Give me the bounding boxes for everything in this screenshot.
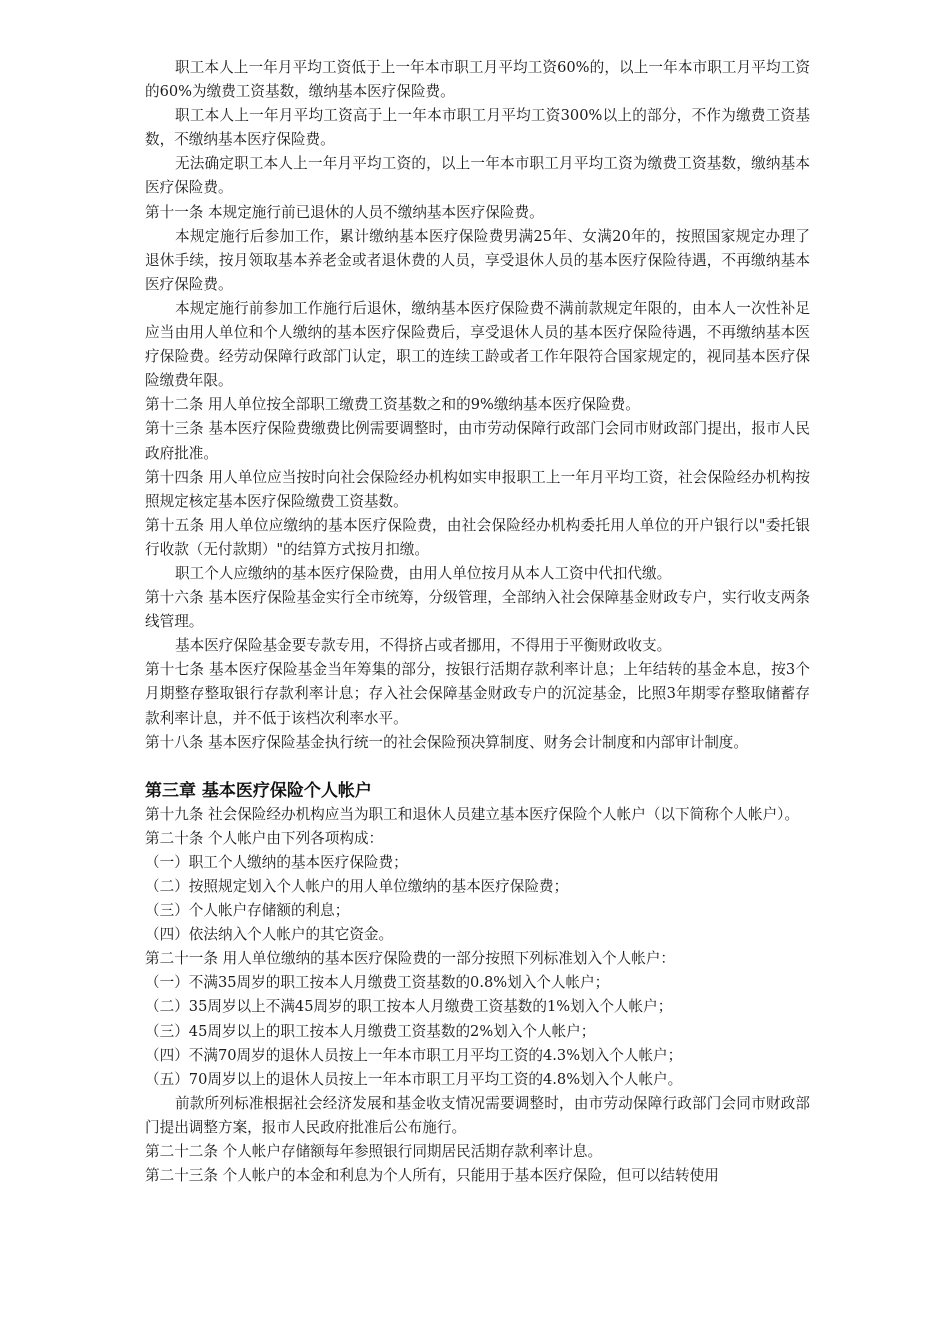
paragraph: （一）不满35周岁的职工按本人月缴费工资基数的0.8%划入个人帐户；	[145, 974, 610, 992]
paragraph: 第十八条 基本医疗保险基金执行统一的社会保险预决算制度、财务会计制度和内部审计制度。	[145, 733, 748, 751]
paragraph: （三）个人帐户存储额的利息；	[145, 902, 350, 920]
paragraph: 第十九条 社会保险经办机构应当为职工和退休人员建立基本医疗保险个人帐户（以下简称个人帐户）。	[145, 805, 800, 823]
paragraph: 第十七条 基本医疗保险基金当年筹集的部分，按银行活期存款利率计息；上年结转的基金本息，按3个月期整存整取银行存款利率计息；存入社会保障基金财政专户的沉淀基金，比照3年期零存整取储蓄存款利率计息，并不低于该档次利率水平。	[145, 661, 810, 727]
paragraph: 无法确定职工本人上一年月平均工资的，以上一年本市职工月平均工资为缴费工资基数，缴纳基本医疗保险费。	[145, 155, 810, 197]
paragraph: （二）按照规定划入个人帐户的用人单位缴纳的基本医疗保险费；	[145, 878, 569, 895]
paragraph: 职工个人应缴纳的基本医疗保险费，由用人单位按月从本人工资中代扣代缴。	[175, 564, 672, 582]
paragraph: 职工本人上一年月平均工资低于上一年本市职工月平均工资60%的，以上一年本市职工月平均工资的60%为缴费工资基数，缴纳基本医疗保险费。	[145, 59, 810, 101]
paragraph: （五）70周岁以上的退休人员按上一年本市职工月平均工资的4.8%划入个人帐户。	[145, 1070, 683, 1088]
paragraph: 第二十三条 个人帐户的本金和利息为个人所有，只能用于基本医疗保险，但可以结转使用	[145, 1167, 719, 1185]
paragraph: 职工本人上一年月平均工资高于上一年本市职工月平均工资300%以上的部分，不作为缴费工资基数，不缴纳基本医疗保险费。	[145, 107, 810, 149]
paragraph: 基本医疗保险基金要专款专用，不得挤占或者挪用，不得用于平衡财政收支。	[175, 637, 672, 655]
paragraph: 第十四条 用人单位应当按时向社会保险经办机构如实申报职工上一年月平均工资，社会保险经办机构按照规定核定基本医疗保险缴费工资基数。	[145, 468, 810, 510]
paragraph: 第十五条 用人单位应缴纳的基本医疗保险费，由社会保险经办机构委托用人单位的开户银行以"委托银行收款（无付款期）"的结算方式按月扣缴。	[145, 516, 810, 558]
paragraph: （四）不满70周岁的退休人员按上一年本市职工月平均工资的4.3%划入个人帐户；	[145, 1046, 683, 1064]
paragraph: 第十六条 基本医疗保险基金实行全市统筹，分级管理，全部纳入社会保障基金财政专户，实行收支两条线管理。	[145, 589, 810, 631]
paragraph: 本规定施行后参加工作，累计缴纳基本医疗保险费男满25年、女满20年的，按照国家规定办理了退休手续，按月领取基本养老金或者退休费的人员，享受退休人员的基本医疗保险待遇，不再缴纳基本医疗保险费。	[145, 227, 810, 293]
personal-account-articles-section	[145, 803, 810, 1189]
paragraph: 第二十二条 个人帐户存储额每年参照银行同期居民活期存款利率计息。	[145, 1143, 603, 1161]
paragraph: 本规定施行前参加工作施行后退休，缴纳基本医疗保险费不满前款规定年限的，由本人一次性补足应当由用人单位和个人缴纳的基本医疗保险费后，享受退休人员的基本医疗保险待遇，不再缴纳基本医疗保险费。经劳动保障行政部门认定，职工的连续工龄或者工作年限符合国家规定的，视同基本医疗保险缴费年限。	[145, 299, 810, 390]
paragraph: 第十一条 本规定施行前已退休的人员不缴纳基本医疗保险费。	[145, 203, 544, 221]
paragraph: （四）依法纳入个人帐户的其它资金。	[145, 926, 394, 944]
paragraph: 第二十一条 用人单位缴纳的基本医疗保险费的一部分按照下列标准划入个人帐户：	[145, 950, 676, 968]
document-page	[145, 56, 810, 1188]
regulation-articles-section	[145, 56, 810, 755]
paragraph: 第十二条 用人单位按全部职工缴费工资基数之和的9%缴纳基本医疗保险费。	[145, 396, 640, 414]
paragraph: 第十三条 基本医疗保险费缴费比例需要调整时，由市劳动保障行政部门会同市财政部门提出，报市人民政府批准。	[145, 420, 810, 462]
paragraph: （一）职工个人缴纳的基本医疗保险费；	[145, 853, 408, 871]
paragraph: （二）35周岁以上不满45周岁的职工按本人月缴费工资基数的1%划入个人帐户；	[145, 998, 673, 1016]
paragraph: （三）45周岁以上的职工按本人月缴费工资基数的2%划入个人帐户；	[145, 1022, 596, 1040]
chapter-heading: 第三章 基本医疗保险个人帐户	[145, 780, 372, 801]
paragraph: 第二十条 个人帐户由下列各项构成：	[145, 829, 384, 847]
paragraph: 前款所列标准根据社会经济发展和基金收支情况需要调整时，由市劳动保障行政部门会同市财政部门提出调整方案，报市人民政府批准后公布施行。	[145, 1094, 810, 1136]
